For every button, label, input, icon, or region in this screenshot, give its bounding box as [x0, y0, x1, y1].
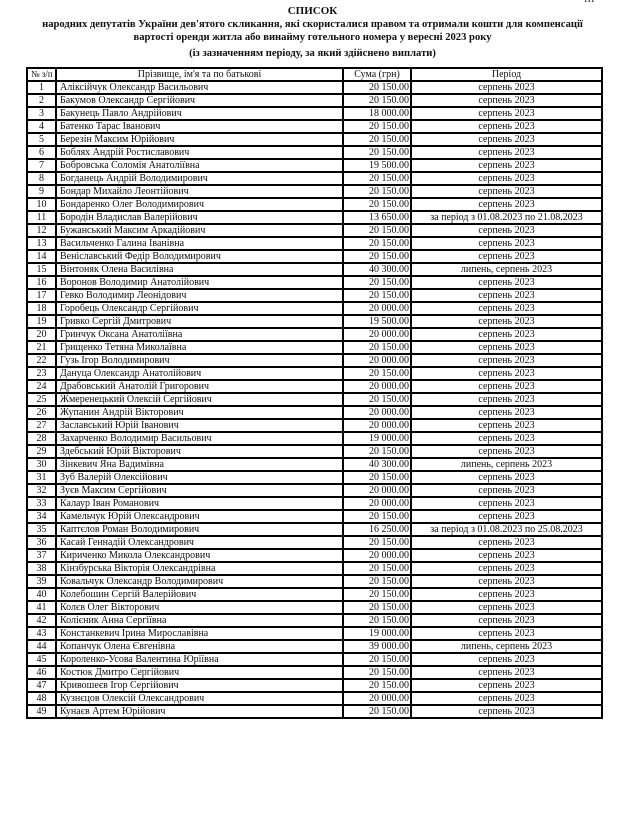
cell-sum: 19 000.00 — [343, 432, 411, 445]
cell-number: 38 — [27, 562, 56, 575]
cell-period: серпень 2023 — [411, 471, 602, 484]
cell-period: серпень 2023 — [411, 172, 602, 185]
cell-name: Гривко Сергій Дмитрович — [56, 315, 343, 328]
document-subtitle-line-1: народних депутатів України дев'ятого скликання, які скористалися правом та отримали кошти для компенсації — [42, 19, 583, 30]
cell-number: 18 — [27, 302, 56, 315]
cell-sum: 20 150.00 — [343, 445, 411, 458]
table-row — [27, 250, 602, 263]
table-row — [27, 419, 602, 432]
cell-sum: 19 500.00 — [343, 159, 411, 172]
cell-name: Бондар Михайло Леонтійович — [56, 185, 343, 198]
cell-name: Дануца Олександр Анатолійович — [56, 367, 343, 380]
cell-period: серпень 2023 — [411, 81, 602, 94]
table-row — [27, 393, 602, 406]
cell-name: Касай Геннадій Олександрович — [56, 536, 343, 549]
cell-name: Колієник Анна Сергіївна — [56, 614, 343, 627]
cell-period: серпень 2023 — [411, 250, 602, 263]
table-row — [27, 315, 602, 328]
cell-number: 44 — [27, 640, 56, 653]
table-row — [27, 81, 602, 94]
cell-period: серпень 2023 — [411, 536, 602, 549]
table-row — [27, 549, 602, 562]
cell-number: 49 — [27, 705, 56, 718]
cell-sum: 20 150.00 — [343, 653, 411, 666]
table-row — [27, 172, 602, 185]
table-row — [27, 510, 602, 523]
cell-name: Грищенко Тетяна Миколаївна — [56, 341, 343, 354]
table-row — [27, 198, 602, 211]
table-row — [27, 406, 602, 419]
cell-sum: 20 000.00 — [343, 497, 411, 510]
cell-period: липень, серпень 2023 — [411, 640, 602, 653]
cell-name: Захарченко Володимир Васильович — [56, 432, 343, 445]
cell-sum: 20 150.00 — [343, 601, 411, 614]
cell-number: 28 — [27, 432, 56, 445]
cell-sum: 20 150.00 — [343, 705, 411, 718]
cell-period: серпень 2023 — [411, 120, 602, 133]
cell-period: серпень 2023 — [411, 133, 602, 146]
cell-sum: 20 150.00 — [343, 393, 411, 406]
cell-name: Богданець Андрій Володимирович — [56, 172, 343, 185]
cell-period: серпень 2023 — [411, 315, 602, 328]
cell-number: 16 — [27, 276, 56, 289]
cell-name: Костюк Дмитро Сергійович — [56, 666, 343, 679]
cell-name: Кириченко Микола Олександрович — [56, 549, 343, 562]
cell-name: Камельчук Юрій Олександрович — [56, 510, 343, 523]
cell-name: Бакумов Олександр Сергійович — [56, 94, 343, 107]
cell-sum: 39 000.00 — [343, 640, 411, 653]
cell-period: серпень 2023 — [411, 328, 602, 341]
cell-name: Бондаренко Олег Володимирович — [56, 198, 343, 211]
cell-name: Кунаєв Артем Юрійович — [56, 705, 343, 718]
table-row — [27, 705, 602, 718]
cell-name: Боблях Андрій Ростиславович — [56, 146, 343, 159]
table-row — [27, 471, 602, 484]
table-row — [27, 302, 602, 315]
cell-period: серпень 2023 — [411, 94, 602, 107]
cell-number: 24 — [27, 380, 56, 393]
cell-number: 2 — [27, 94, 56, 107]
cell-name: Кривошеєв Ігор Сергійович — [56, 679, 343, 692]
cell-sum: 20 000.00 — [343, 484, 411, 497]
cell-period: липень, серпень 2023 — [411, 458, 602, 471]
deputies-table — [26, 67, 603, 719]
header-sum: Сума (грн) — [343, 68, 411, 81]
cell-name: Заславський Юрій Іванович — [56, 419, 343, 432]
cell-name: Жупанин Андрій Вікторович — [56, 406, 343, 419]
cell-name: Колебошин Сергій Валерійович — [56, 588, 343, 601]
cell-number: 27 — [27, 419, 56, 432]
cell-sum: 20 150.00 — [343, 367, 411, 380]
table-row — [27, 185, 602, 198]
cell-sum: 20 150.00 — [343, 471, 411, 484]
table-row — [27, 458, 602, 471]
table-row — [27, 484, 602, 497]
cell-period: за період з 01.08.2023 по 25.08.2023 — [411, 523, 602, 536]
cell-sum: 13 650.00 — [343, 211, 411, 224]
cell-sum: 20 150.00 — [343, 679, 411, 692]
document-subtitle-line-2: вартості оренди житла або винайму готельного номера у вересні 2023 року — [133, 32, 492, 43]
cell-name: Аліксійчук Олександр Васильович — [56, 81, 343, 94]
header-period: Період — [411, 68, 602, 81]
cell-sum: 20 150.00 — [343, 614, 411, 627]
cell-period: липень, серпень 2023 — [411, 263, 602, 276]
cell-name: Короленко-Усова Валентина Юріївна — [56, 653, 343, 666]
cell-number: 43 — [27, 627, 56, 640]
cell-sum: 20 000.00 — [343, 406, 411, 419]
cell-name: Каптєлов Роман Володимирович — [56, 523, 343, 536]
cell-name: Констанкевич Ірина Мирославівна — [56, 627, 343, 640]
table-row — [27, 562, 602, 575]
cell-period: серпень 2023 — [411, 354, 602, 367]
cell-period: серпень 2023 — [411, 341, 602, 354]
cell-period: серпень 2023 — [411, 159, 602, 172]
table-row — [27, 588, 602, 601]
cell-period: серпень 2023 — [411, 237, 602, 250]
cell-sum: 20 150.00 — [343, 289, 411, 302]
cell-number: 23 — [27, 367, 56, 380]
cell-number: 47 — [27, 679, 56, 692]
cell-name: Кузнєцов Олексій Олександрович — [56, 692, 343, 705]
cell-number: 40 — [27, 588, 56, 601]
cell-number: 30 — [27, 458, 56, 471]
table-row — [27, 224, 602, 237]
table-row — [27, 289, 602, 302]
table-row — [27, 276, 602, 289]
cell-period: серпень 2023 — [411, 146, 602, 159]
cell-sum: 20 150.00 — [343, 588, 411, 601]
cell-period: серпень 2023 — [411, 653, 602, 666]
cell-name: Копанчук Олена Євгенівна — [56, 640, 343, 653]
cell-period: серпень 2023 — [411, 198, 602, 211]
table-row — [27, 445, 602, 458]
cell-name: Бородін Владислав Валерійович — [56, 211, 343, 224]
cell-period: серпень 2023 — [411, 289, 602, 302]
cell-period: серпень 2023 — [411, 588, 602, 601]
cell-name: Васильченко Галина Іванівна — [56, 237, 343, 250]
cell-number: 26 — [27, 406, 56, 419]
table-row — [27, 666, 602, 679]
cell-number: 31 — [27, 471, 56, 484]
cell-number: 22 — [27, 354, 56, 367]
cell-sum: 20 150.00 — [343, 172, 411, 185]
cell-name: Здебський Юрій Вікторович — [56, 445, 343, 458]
document-header — [0, 4, 625, 60]
document-title: СПИСОК — [287, 5, 338, 17]
cell-sum: 20 150.00 — [343, 341, 411, 354]
cell-period: серпень 2023 — [411, 367, 602, 380]
cell-number: 36 — [27, 536, 56, 549]
cell-period: серпень 2023 — [411, 445, 602, 458]
cell-name: Бужанський Максим Аркадійович — [56, 224, 343, 237]
cell-number: 11 — [27, 211, 56, 224]
cell-sum: 20 150.00 — [343, 120, 411, 133]
cell-sum: 20 150.00 — [343, 81, 411, 94]
table-row — [27, 328, 602, 341]
cell-name: Зуб Валерій Олексійович — [56, 471, 343, 484]
table-row — [27, 692, 602, 705]
header-name: Прізвище, ім'я та по батькові — [56, 68, 343, 81]
table-row — [27, 237, 602, 250]
cell-sum: 20 150.00 — [343, 237, 411, 250]
cell-sum: 20 000.00 — [343, 354, 411, 367]
cell-number: 8 — [27, 172, 56, 185]
cell-name: Калаур Іван Романович — [56, 497, 343, 510]
table-row — [27, 627, 602, 640]
cell-period: за період з 01.08.2023 по 21.08.2023 — [411, 211, 602, 224]
cell-period: серпень 2023 — [411, 497, 602, 510]
cell-period: серпень 2023 — [411, 302, 602, 315]
cell-period: серпень 2023 — [411, 107, 602, 120]
cell-period: серпень 2023 — [411, 627, 602, 640]
cell-period: серпень 2023 — [411, 705, 602, 718]
cell-sum: 40 300.00 — [343, 458, 411, 471]
cell-number: 45 — [27, 653, 56, 666]
cell-name: Зуєв Максим Сергійович — [56, 484, 343, 497]
cell-name: Зінкевич Яна Вадимівна — [56, 458, 343, 471]
cell-sum: 20 150.00 — [343, 666, 411, 679]
cell-name: Гевко Володимир Леонідович — [56, 289, 343, 302]
cell-number: 10 — [27, 198, 56, 211]
cell-name: Батенко Тарас Іванович — [56, 120, 343, 133]
table-row — [27, 159, 602, 172]
cell-number: 34 — [27, 510, 56, 523]
cell-number: 33 — [27, 497, 56, 510]
cell-sum: 20 150.00 — [343, 198, 411, 211]
table-row — [27, 640, 602, 653]
table-row — [27, 94, 602, 107]
table-row — [27, 133, 602, 146]
cell-number: 12 — [27, 224, 56, 237]
cell-name: Кінзбурська Вікторія Олександрівна — [56, 562, 343, 575]
cell-period: серпень 2023 — [411, 575, 602, 588]
cell-period: серпень 2023 — [411, 601, 602, 614]
cell-sum: 40 300.00 — [343, 263, 411, 276]
cell-sum: 20 150.00 — [343, 250, 411, 263]
cell-sum: 20 000.00 — [343, 328, 411, 341]
cell-name: Веніславський Федір Володимирович — [56, 250, 343, 263]
table-row — [27, 614, 602, 627]
cell-sum: 20 150.00 — [343, 575, 411, 588]
cell-number: 5 — [27, 133, 56, 146]
cell-number: 25 — [27, 393, 56, 406]
cell-number: 32 — [27, 484, 56, 497]
cell-number: 7 — [27, 159, 56, 172]
table-row — [27, 211, 602, 224]
table-row — [27, 341, 602, 354]
cell-period: серпень 2023 — [411, 679, 602, 692]
cell-number: 20 — [27, 328, 56, 341]
cell-name: Воронов Володимир Анатолійович — [56, 276, 343, 289]
cell-name: Колєв Олег Вікторович — [56, 601, 343, 614]
cell-name: Вінтоняк Олена Василівна — [56, 263, 343, 276]
table-row — [27, 367, 602, 380]
cell-number: 15 — [27, 263, 56, 276]
table-row — [27, 107, 602, 120]
cell-period: серпень 2023 — [411, 692, 602, 705]
cell-number: 13 — [27, 237, 56, 250]
table-row — [27, 432, 602, 445]
document-subtitle-line-3: (із зазначенням періоду, за який здійснено виплати) — [189, 48, 436, 59]
cell-number: 48 — [27, 692, 56, 705]
cell-number: 17 — [27, 289, 56, 302]
cell-sum: 20 150.00 — [343, 133, 411, 146]
cell-number: 42 — [27, 614, 56, 627]
cell-number: 39 — [27, 575, 56, 588]
cell-name: Ковальчук Олександр Володимирович — [56, 575, 343, 588]
cell-number: 35 — [27, 523, 56, 536]
cell-period: серпень 2023 — [411, 393, 602, 406]
cell-period: серпень 2023 — [411, 484, 602, 497]
cell-sum: 20 000.00 — [343, 419, 411, 432]
cell-sum: 20 150.00 — [343, 146, 411, 159]
cell-name: Жмеренецький Олексій Сергійович — [56, 393, 343, 406]
cell-period: серпень 2023 — [411, 406, 602, 419]
cell-sum: 20 150.00 — [343, 562, 411, 575]
table-row — [27, 536, 602, 549]
table-row — [27, 354, 602, 367]
cell-number: 21 — [27, 341, 56, 354]
table-row — [27, 380, 602, 393]
table-row — [27, 497, 602, 510]
cell-period: серпень 2023 — [411, 276, 602, 289]
cell-name: Бобровська Соломія Анатоліївна — [56, 159, 343, 172]
cell-period: серпень 2023 — [411, 224, 602, 237]
cell-number: 37 — [27, 549, 56, 562]
cell-period: серпень 2023 — [411, 614, 602, 627]
cell-number: 19 — [27, 315, 56, 328]
cell-sum: 20 000.00 — [343, 549, 411, 562]
header-number: № з/п — [27, 68, 56, 81]
cell-number: 29 — [27, 445, 56, 458]
cell-sum: 19 000.00 — [343, 627, 411, 640]
cell-period: серпень 2023 — [411, 419, 602, 432]
table-row — [27, 523, 602, 536]
cell-period: серпень 2023 — [411, 380, 602, 393]
cell-name: Гринчук Оксана Анатоліївна — [56, 328, 343, 341]
cell-period: серпень 2023 — [411, 666, 602, 679]
table-row — [27, 575, 602, 588]
cell-sum: 20 150.00 — [343, 536, 411, 549]
cell-number: 41 — [27, 601, 56, 614]
cell-number: 14 — [27, 250, 56, 263]
cell-name: Горобець Олександр Сергійович — [56, 302, 343, 315]
cell-name: Бакунець Павло Андрійович — [56, 107, 343, 120]
cell-number: 46 — [27, 666, 56, 679]
cell-name: Гузь Ігор Володимирович — [56, 354, 343, 367]
cell-sum: 20 150.00 — [343, 94, 411, 107]
cell-period: серпень 2023 — [411, 432, 602, 445]
cell-number: 6 — [27, 146, 56, 159]
cell-sum: 20 150.00 — [343, 510, 411, 523]
cell-sum: 20 150.00 — [343, 185, 411, 198]
cell-number: 1 — [27, 81, 56, 94]
table-body — [27, 81, 602, 718]
cell-period: серпень 2023 — [411, 510, 602, 523]
table-row — [27, 601, 602, 614]
cell-name: Драбовський Анатолій Григорович — [56, 380, 343, 393]
cell-period: серпень 2023 — [411, 562, 602, 575]
cell-sum: 16 250.00 — [343, 523, 411, 536]
cell-sum: 18 000.00 — [343, 107, 411, 120]
cell-sum: 20 150.00 — [343, 276, 411, 289]
cell-sum: 20 000.00 — [343, 692, 411, 705]
table-row — [27, 146, 602, 159]
table-row — [27, 263, 602, 276]
cell-period: серпень 2023 — [411, 549, 602, 562]
table-row — [27, 120, 602, 133]
cell-number: 3 — [27, 107, 56, 120]
table-row — [27, 653, 602, 666]
cell-sum: 20 000.00 — [343, 302, 411, 315]
cell-name: Березін Максим Юрійович — [56, 133, 343, 146]
cell-number: 9 — [27, 185, 56, 198]
table-header-row — [27, 68, 602, 81]
cell-period: серпень 2023 — [411, 185, 602, 198]
table-row — [27, 679, 602, 692]
cell-sum: 20 150.00 — [343, 224, 411, 237]
cell-sum: 20 000.00 — [343, 380, 411, 393]
cell-sum: 19 500.00 — [343, 315, 411, 328]
cell-number: 4 — [27, 120, 56, 133]
